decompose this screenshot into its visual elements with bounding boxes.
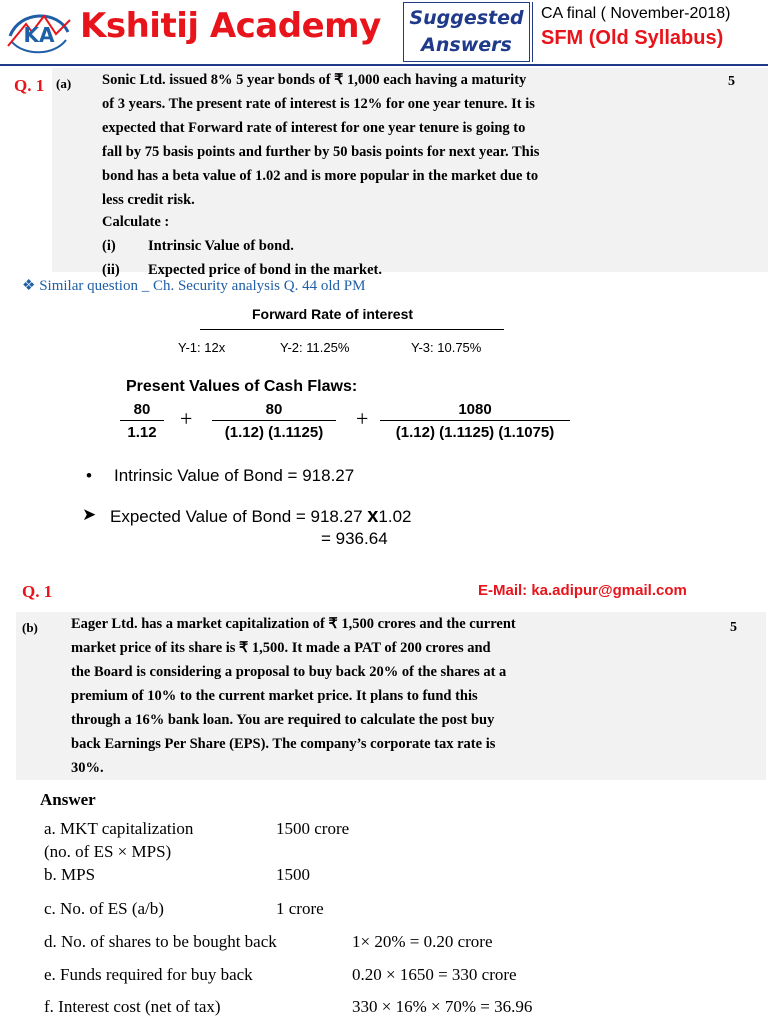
answer-row-label: d. No. of shares to be bought back bbox=[44, 932, 277, 951]
question-line: premium of 10% to the current market price. It plans to fund this bbox=[71, 688, 478, 704]
calculate-label: Calculate : bbox=[102, 214, 170, 230]
answer-row-value: 0.20 × 1650 = 330 crore bbox=[352, 965, 517, 984]
pv-fraction-2 bbox=[212, 401, 336, 441]
forward-rate-y2: Y-2: 11.25% bbox=[280, 340, 350, 355]
expected-value-result: = 936.64 bbox=[321, 529, 388, 548]
question-line: expected that Forward rate of interest for one year tenure is going to bbox=[102, 120, 526, 136]
question-line: less credit risk. bbox=[102, 192, 195, 208]
beta-value: 1.02 bbox=[378, 507, 412, 526]
question-part: (b) bbox=[22, 620, 38, 635]
question-text bbox=[71, 612, 721, 780]
pv-denominator: 1.12 bbox=[127, 424, 157, 441]
question-label: Q. 1 bbox=[14, 76, 45, 95]
question-item: (ii) Expected price of bond in the market. bbox=[102, 262, 382, 278]
question-line: of 3 years. The present rate of interest is 12% for one year tenure. It is bbox=[102, 96, 535, 112]
answer-row-value: 1500 bbox=[276, 865, 310, 884]
pv-denominator: (1.12) (1.1125) bbox=[224, 424, 324, 441]
suggested-answers-box bbox=[403, 2, 530, 62]
exam-session: CA final ( November-2018) bbox=[541, 5, 731, 22]
question-line: 30%. bbox=[71, 760, 104, 776]
pv-denominator: (1.12) (1.1125) (1.1075) bbox=[395, 424, 555, 441]
present-values-title: Present Values of Cash Flaws: bbox=[126, 378, 358, 395]
header-divider bbox=[0, 64, 768, 66]
plus-sign: + bbox=[356, 406, 369, 431]
pv-numerator: 1080 bbox=[380, 401, 570, 421]
pv-numerator: 80 bbox=[212, 401, 336, 421]
multiply-icon: x bbox=[367, 505, 379, 527]
brand-name: Kshitij Academy bbox=[80, 6, 381, 46]
header bbox=[0, 0, 768, 66]
forward-rate-title: Forward Rate of interest bbox=[252, 306, 414, 322]
forward-rate-y3: Y-3: 10.75% bbox=[411, 340, 482, 355]
pv-numerator: 80 bbox=[120, 401, 164, 421]
question-item: (i) Intrinsic Value of bond. bbox=[102, 238, 294, 254]
answer-row-label: c. No. of ES (a/b) bbox=[44, 899, 164, 918]
answer-row-label: a. MKT capitalization bbox=[44, 819, 194, 838]
question-part: (a) bbox=[56, 76, 72, 91]
answer-row-value: 1 crore bbox=[276, 899, 324, 918]
arrow-bullet-icon: ➤ bbox=[82, 505, 97, 524]
answer-row-value: 1500 crore bbox=[276, 819, 350, 838]
question-line: through a 16% bank loan. You are required to calculate the post buy bbox=[71, 712, 495, 728]
question-line: the Board is considering a proposal to buy back 20% of the shares at a bbox=[71, 664, 507, 680]
suggested-label: Suggested bbox=[409, 7, 524, 29]
question-label: Q. 1 bbox=[22, 582, 53, 601]
answer-row-label: b. MPS bbox=[44, 865, 96, 884]
answers-label: Answers bbox=[421, 34, 512, 56]
question-1a-box bbox=[52, 68, 768, 278]
pv-fraction-3 bbox=[380, 401, 570, 441]
question-marks: 5 bbox=[730, 620, 737, 635]
forward-rate-y1: Y-1: 12x bbox=[178, 340, 226, 355]
answer-row-value: 330 × 16% × 70% = 36.96 bbox=[352, 997, 533, 1016]
similar-question-note: ❖ Similar question _ Ch. Security analysis Q. 44 old PM bbox=[22, 278, 366, 294]
question-text bbox=[102, 68, 722, 282]
expected-value-line bbox=[110, 505, 411, 528]
question-line: Eager Ltd. has a market capitalization of ₹ 1,500 crores and the current bbox=[71, 616, 516, 632]
question-line: market price of its share is ₹ 1,500. It made a PAT of 200 crores and bbox=[71, 640, 491, 656]
question-1b-box bbox=[16, 612, 766, 780]
question-line: bond has a beta value of 1.02 and is more popular in the market due to bbox=[102, 168, 539, 184]
question-line: back Earnings Per Share (EPS). The company’s corporate tax rate is bbox=[71, 736, 496, 752]
question-line: fall by 75 basis points and further by 50 basis points for next year. This bbox=[102, 144, 540, 160]
question-line: Sonic Ltd. issued 8% 5 year bonds of ₹ 1,000 each having a maturity bbox=[102, 72, 527, 88]
answer-row-value: 1× 20% = 0.20 crore bbox=[352, 932, 493, 951]
question-marks: 5 bbox=[728, 74, 735, 89]
forward-rate-divider bbox=[200, 329, 504, 330]
expected-value-label: Expected Value of Bond = 918.27 bbox=[110, 507, 363, 526]
email-address: E-Mail: ka.adipur@gmail.com bbox=[478, 582, 687, 599]
academy-logo-icon bbox=[6, 6, 72, 58]
subject-name: SFM (Old Syllabus) bbox=[541, 27, 724, 49]
exam-info bbox=[532, 2, 764, 62]
pv-fraction-1 bbox=[120, 401, 164, 441]
svg-text:KA: KA bbox=[23, 23, 55, 47]
bullet-icon: • bbox=[86, 466, 92, 485]
answer-heading: Answer bbox=[40, 790, 96, 809]
plus-sign: + bbox=[180, 406, 193, 431]
answer-row-sublabel: (no. of ES × MPS) bbox=[44, 842, 172, 861]
answer-row-label: e. Funds required for buy back bbox=[44, 965, 253, 984]
intrinsic-value-result: Intrinsic Value of Bond = 918.27 bbox=[114, 466, 355, 485]
answer-row-label: f. Interest cost (net of tax) bbox=[44, 997, 221, 1016]
